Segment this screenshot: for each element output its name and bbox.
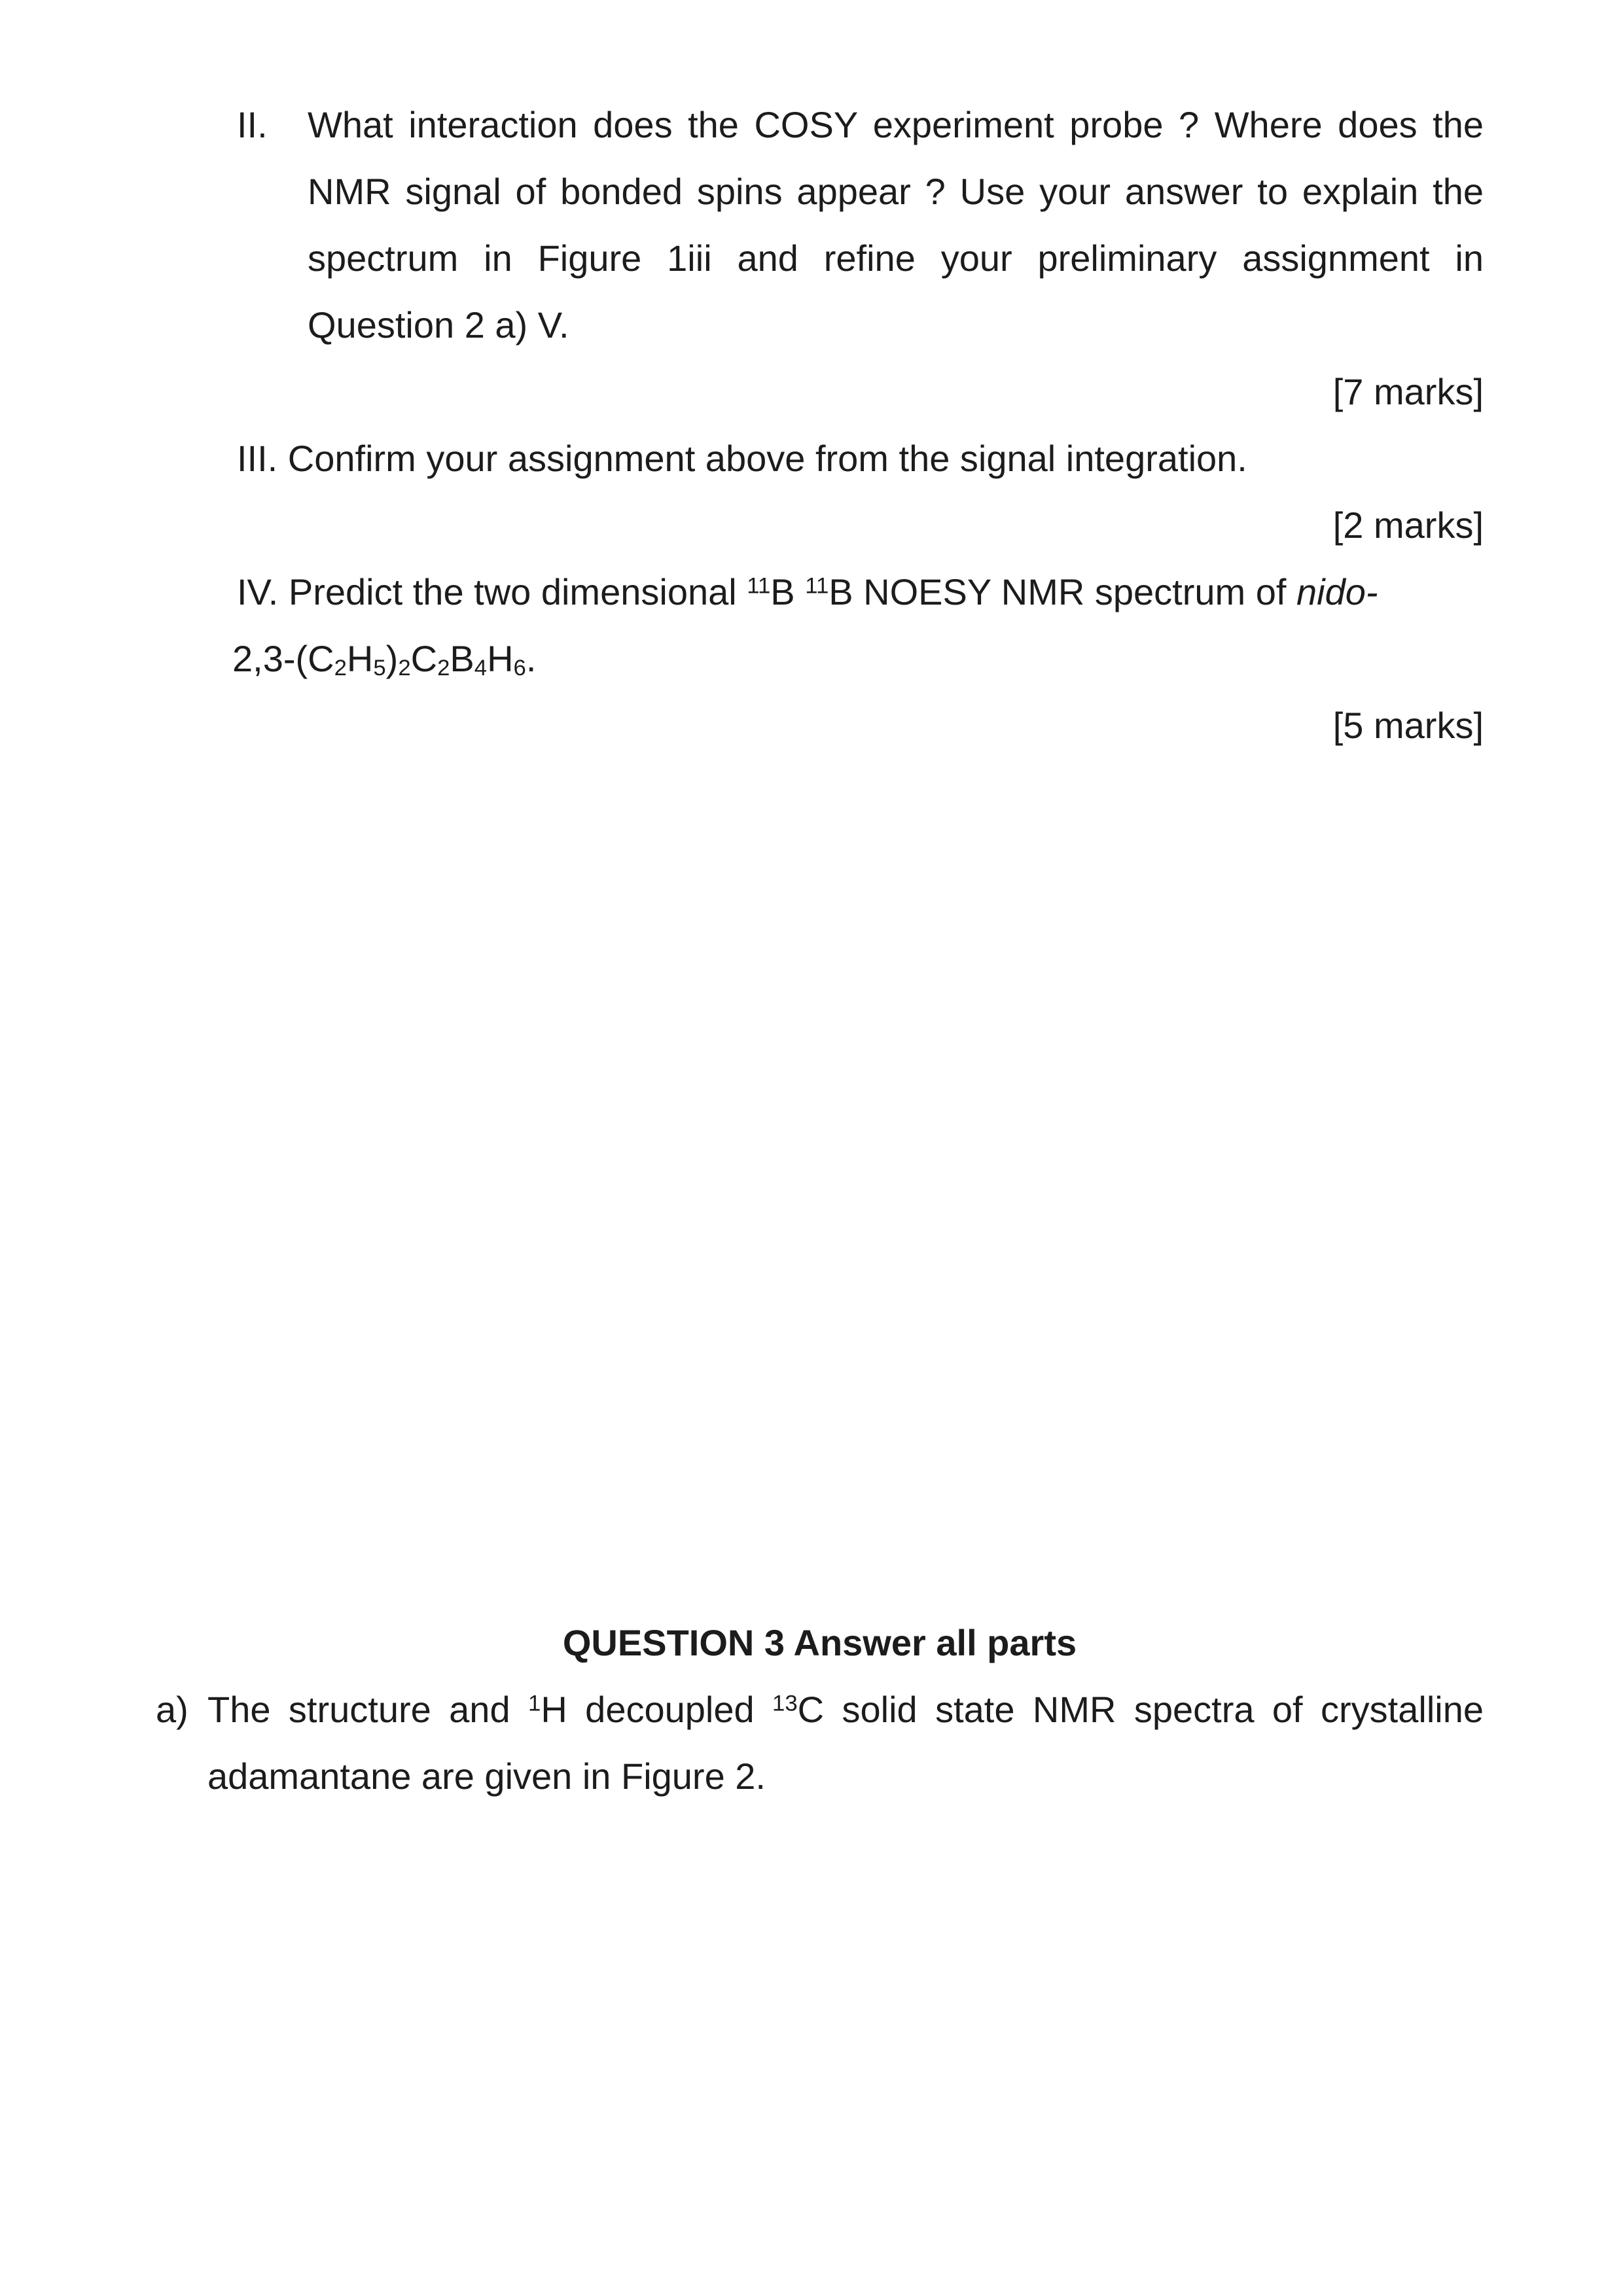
item-iv-text-part-2: B — [770, 571, 806, 612]
formula-part: H — [487, 638, 514, 679]
item-iii-text: Confirm your assignment above from the signal integration. — [287, 438, 1247, 479]
part-a-text-part-3: C solid state NMR spectra of crystalline adamantane are given in Figure 2. — [207, 1689, 1484, 1797]
item-iv-text-part-3: B NOESY NMR spectrum of — [829, 571, 1296, 612]
item-ii-marks: [7 marks] — [1332, 371, 1484, 412]
part-a-text — [207, 1676, 1484, 1810]
isotope-superscript: 1 — [528, 1691, 541, 1716]
formula-part: 2,3-(C — [232, 638, 334, 679]
formula-part: ) — [385, 638, 399, 679]
isotope-superscript: 13 — [772, 1691, 798, 1716]
formula-part: . — [526, 638, 537, 679]
item-iv-nido-italic: nido- — [1296, 571, 1378, 612]
item-iii-marks: [2 marks] — [1332, 504, 1484, 546]
formula-part: C — [410, 638, 438, 679]
formula-subscript: 5 — [373, 656, 386, 681]
item-iv-text-part-1: Predict the two dimensional — [288, 571, 747, 612]
question-3-heading: QUESTION 3 Answer all parts — [562, 1622, 1077, 1663]
item-iv-formula — [232, 626, 1484, 692]
part-a-text-part-2: H decoupled — [541, 1689, 773, 1730]
page-content — [156, 92, 1484, 1810]
item-iv — [237, 559, 1484, 626]
formula-subscript: 4 — [474, 656, 488, 681]
item-iv-marks: [5 marks] — [1332, 705, 1484, 746]
isotope-superscript: 11 — [805, 573, 829, 599]
item-ii-label: II. — [237, 104, 268, 145]
part-a-text-part-1: The structure and — [207, 1689, 529, 1730]
part-a-label: a) — [156, 1689, 188, 1730]
question-3-part-a — [156, 1676, 1484, 1810]
formula-subscript: 2 — [334, 656, 347, 681]
isotope-superscript: 11 — [747, 573, 771, 599]
item-ii — [237, 92, 1484, 359]
formula-subscript: 2 — [437, 656, 450, 681]
formula-part: B — [450, 638, 474, 679]
formula-part: H — [346, 638, 374, 679]
formula-subscript: 6 — [513, 656, 526, 681]
item-iii — [237, 425, 1484, 492]
item-iii-label: III. — [237, 438, 278, 479]
formula-subscript: 2 — [398, 656, 411, 681]
item-ii-text: What interaction does the COSY experiment probe ? Where does the NMR signal of bonded spins appear ? Use your answer to explain the spectrum in Figure 1iii and refine your preliminary assignment in Question 2 a) V. — [308, 104, 1484, 345]
item-iv-label: IV. — [237, 571, 279, 612]
